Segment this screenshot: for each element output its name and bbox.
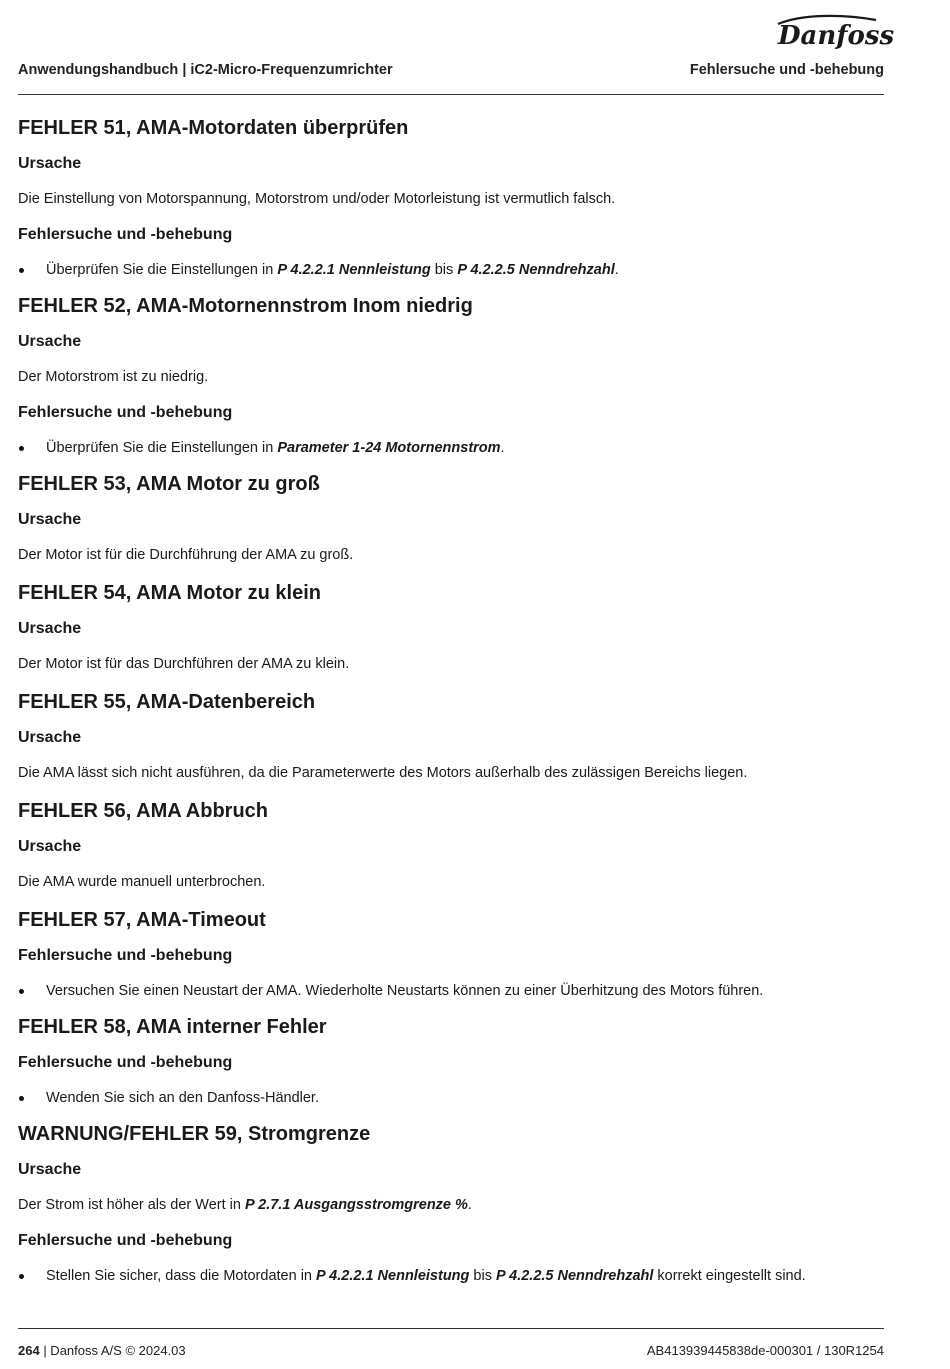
section-title-53: FEHLER 53, AMA Motor zu groß	[18, 473, 320, 495]
cause-heading-51: Ursache	[18, 155, 82, 172]
fix-heading-52: Fehlersuche und -behebung	[18, 404, 233, 421]
cause-text-53: Der Motor ist für die Durchführung der AMA zu groß.	[18, 547, 354, 563]
cause-heading-54: Ursache	[18, 620, 82, 637]
section-title-57: FEHLER 57, AMA-Timeout	[18, 909, 266, 931]
header-divider	[18, 94, 884, 95]
section-title-56: FEHLER 56, AMA Abbruch	[18, 800, 269, 822]
list-item: Stellen Sie sicher, dass die Motordaten in P 4.2.2.1 Nennleistung bis P 4.2.2.5 Nenndrehzahl korrekt eingestellt sind.	[18, 1267, 884, 1285]
cause-heading-56: Ursache	[18, 838, 82, 855]
list-item: Versuchen Sie einen Neustart der AMA. Wiederholte Neustarts können zu einer Überhitzung des Motors führen.	[18, 982, 884, 1000]
parameter-ref: P 2.7.1 Ausgangsstromgrenze %	[244, 1197, 468, 1213]
list-item: Überprüfen Sie die Einstellungen in P 4.2.2.1 Nennleistung bis P 4.2.2.5 Nenndrehzahl.	[18, 261, 884, 279]
cause-text-59: Der Strom ist höher als der Wert in P 2.7.1 Ausgangsstromgrenze %.	[18, 1197, 472, 1213]
section-title-54: FEHLER 54, AMA Motor zu klein	[18, 582, 321, 604]
cause-text-54: Der Motor ist für das Durchführen der AMA zu klein.	[18, 656, 350, 672]
document-body	[18, 117, 884, 1301]
footer-divider	[18, 1328, 884, 1329]
parameter-ref: Parameter 1-24 Motornennstrom	[277, 440, 501, 456]
fix-list-59	[18, 1267, 884, 1285]
cause-heading-59: Ursache	[18, 1161, 82, 1178]
document-id: AB413939445838de-000301 / 130R1254	[646, 1343, 884, 1358]
page-number: 264	[18, 1343, 40, 1358]
fix-heading-51: Fehlersuche und -behebung	[18, 226, 233, 243]
list-item: Wenden Sie sich an den Danfoss-Händler.	[18, 1089, 884, 1107]
cause-heading-55: Ursache	[18, 729, 82, 746]
parameter-ref: P 4.2.2.5 Nenndrehzahl	[495, 1268, 654, 1284]
page-header	[18, 62, 884, 82]
fix-list-58	[18, 1089, 884, 1107]
header-section: Fehlersuche und -behebung	[689, 62, 884, 78]
fix-heading-59: Fehlersuche und -behebung	[18, 1232, 233, 1249]
fix-list-57	[18, 982, 884, 1000]
fix-list-52	[18, 439, 884, 457]
cause-text-52: Der Motorstrom ist zu niedrig.	[18, 369, 209, 385]
footer-left: 264 | Danfoss A/S © 2024.03	[18, 1343, 186, 1358]
parameter-ref: P 4.2.2.1 Nennleistung	[316, 1268, 470, 1284]
danfoss-logo	[772, 10, 895, 52]
header-title: Anwendungshandbuch | iC2-Micro-Frequenzumrichter	[18, 62, 393, 78]
section-title-52: FEHLER 52, AMA-Motornennstrom Inom niedrig	[18, 295, 473, 317]
parameter-ref: P 4.2.2.5 Nenndrehzahl	[457, 262, 615, 278]
section-title-55: FEHLER 55, AMA-Datenbereich	[18, 691, 316, 713]
list-item: Überprüfen Sie die Einstellungen in Parameter 1-24 Motornennstrom.	[18, 439, 884, 457]
page-footer	[18, 1343, 884, 1358]
logo-text: Danfoss	[778, 21, 895, 51]
cause-heading-52: Ursache	[18, 333, 82, 350]
cause-text-51: Die Einstellung von Motorspannung, Motorstrom und/oder Motorleistung ist vermutlich falsch.	[18, 191, 616, 207]
fix-heading-57: Fehlersuche und -behebung	[18, 947, 233, 964]
parameter-ref: P 4.2.2.1 Nennleistung	[277, 262, 431, 278]
cause-text-55: Die AMA lässt sich nicht ausführen, da die Parameterwerte des Motors außerhalb des zulässigen Bereichs liegen.	[18, 765, 748, 781]
cause-heading-53: Ursache	[18, 511, 82, 528]
fix-list-51	[18, 261, 884, 279]
section-title-51: FEHLER 51, AMA-Motordaten überprüfen	[18, 117, 409, 139]
section-title-59: WARNUNG/FEHLER 59, Stromgrenze	[18, 1123, 371, 1145]
cause-text-56: Die AMA wurde manuell unterbrochen.	[18, 874, 266, 890]
section-title-58: FEHLER 58, AMA interner Fehler	[18, 1016, 327, 1038]
fix-heading-58: Fehlersuche und -behebung	[18, 1054, 233, 1071]
